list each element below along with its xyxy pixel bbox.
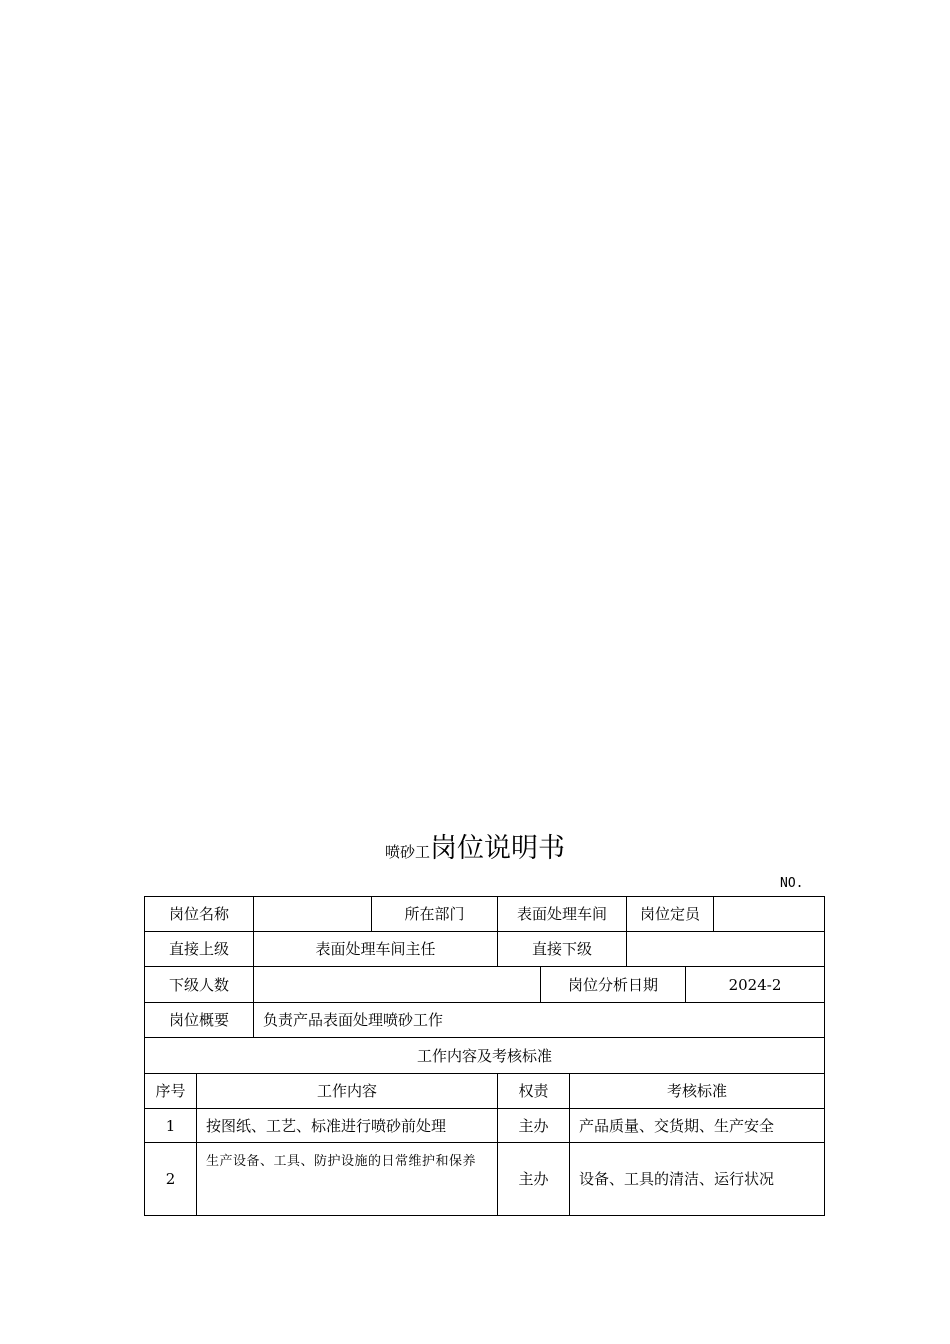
header-no: 序号 — [144, 1073, 197, 1109]
duty-1-standard: 产品质量、交货期、生产安全 — [569, 1108, 825, 1143]
sub-count-value — [253, 966, 541, 1003]
subordinate-label: 直接下级 — [497, 931, 627, 967]
position-name-value — [253, 896, 372, 932]
title-main: 岗位说明书 — [430, 833, 565, 864]
doc-number-label: NO. — [780, 876, 804, 891]
superior-label: 直接上级 — [144, 931, 254, 967]
headcount-value — [713, 896, 825, 932]
header-authority: 权责 — [497, 1073, 570, 1109]
analysis-date-value: 2024-2 — [685, 966, 825, 1003]
analysis-date-label: 岗位分析日期 — [540, 966, 686, 1003]
headcount-label: 岗位定员 — [626, 896, 714, 932]
department-value: 表面处理车间 — [497, 896, 627, 932]
header-standard: 考核标准 — [569, 1073, 825, 1109]
summary-value: 负责产品表面处理喷砂工作 — [253, 1002, 825, 1038]
duty-2-no: 2 — [144, 1142, 197, 1216]
duty-2-content: 生产设备、工具、防护设施的日常维护和保养 — [196, 1142, 498, 1216]
section-title: 工作内容及考核标准 — [144, 1037, 825, 1074]
header-content: 工作内容 — [196, 1073, 498, 1109]
subordinate-value — [626, 931, 825, 967]
superior-value: 表面处理车间主任 — [253, 931, 498, 967]
duty-2-standard: 设备、工具的清洁、运行状况 — [569, 1142, 825, 1216]
department-label: 所在部门 — [371, 896, 498, 932]
duty-1-authority: 主办 — [497, 1108, 570, 1143]
duty-1-no: 1 — [144, 1108, 197, 1143]
position-name-label: 岗位名称 — [144, 896, 254, 932]
title-prefix: 喷砂工 — [384, 843, 430, 861]
document-title — [0, 826, 950, 865]
duty-2-authority: 主办 — [497, 1142, 570, 1216]
sub-count-label: 下级人数 — [144, 966, 254, 1003]
summary-label: 岗位概要 — [144, 1002, 254, 1038]
duty-1-content: 按图纸、工艺、标准进行喷砂前处理 — [196, 1108, 498, 1143]
